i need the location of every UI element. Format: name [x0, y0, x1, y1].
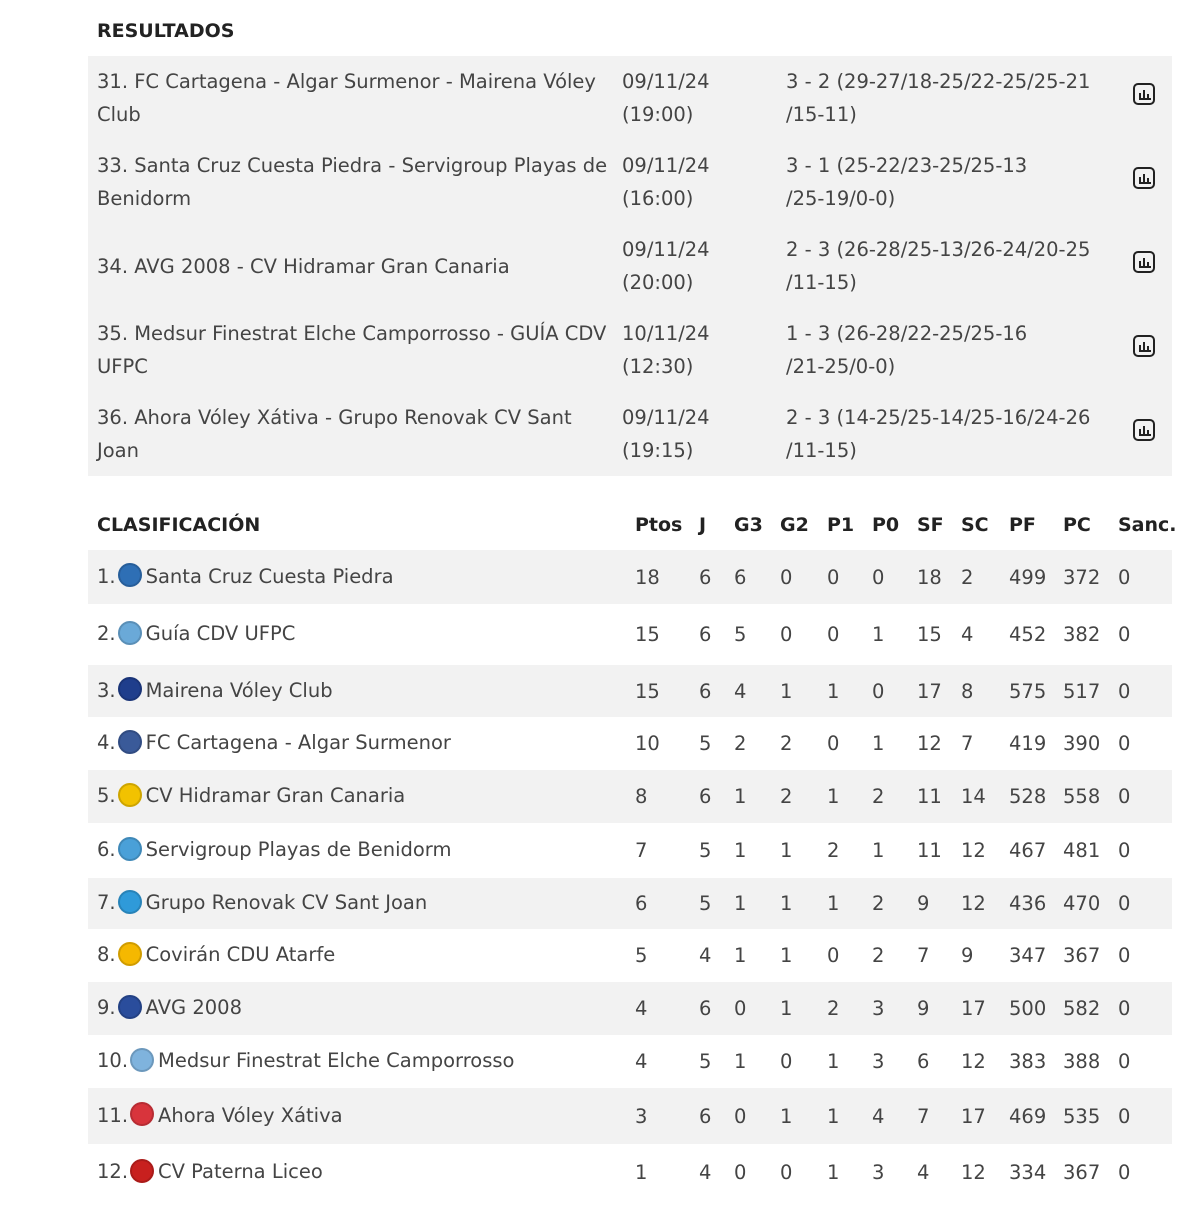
stat-cell: 382: [1063, 623, 1101, 646]
stat-cell: 2: [872, 785, 885, 808]
stat-cell: 470: [1063, 892, 1101, 915]
team-logo-icon: [130, 1159, 154, 1183]
team-cell: [88, 717, 635, 770]
stat-cell: 8: [961, 679, 974, 703]
result-row: [88, 140, 1172, 224]
match-time: (20:00): [622, 271, 694, 294]
stat-cell: 18: [635, 565, 660, 589]
stat-cell: 1: [780, 892, 793, 915]
stat-cell: 2: [872, 892, 885, 915]
stat-cell: 1: [827, 892, 840, 915]
stat-cell: 1: [734, 944, 747, 967]
match-score: [777, 140, 1120, 224]
stat-cell: 0: [780, 565, 793, 589]
stat-cell: 0: [1118, 892, 1131, 915]
stat-cell: 17: [961, 1104, 986, 1128]
stat-cell: 7: [917, 944, 930, 967]
stat-cell: 4: [635, 1050, 648, 1073]
column-header: J: [699, 514, 707, 536]
stat-cell: 4: [699, 1161, 712, 1184]
standings-row: [88, 717, 1172, 770]
stat-cell: 12: [961, 1050, 986, 1073]
standings-header-row: [88, 500, 1172, 550]
stat-cell: 388: [1063, 1050, 1101, 1073]
column-header: SC: [961, 514, 989, 536]
stat-cell: 367: [1063, 1161, 1101, 1184]
team-logo-icon: [118, 995, 142, 1019]
bar-chart-icon[interactable]: [1133, 335, 1155, 357]
match-date: 09/11/24: [622, 406, 710, 429]
stat-cell: 12: [961, 892, 986, 915]
stat-cell: 0: [1118, 679, 1131, 703]
team-logo-icon: [130, 1102, 154, 1126]
match-name: 33. Santa Cruz Cuesta Piedra - Servigroup Playas de Benidorm: [97, 154, 608, 210]
team-name[interactable]: Grupo Renovak CV Sant Joan: [145, 891, 428, 915]
column-header: SF: [917, 514, 944, 536]
stat-cell: 390: [1063, 732, 1101, 755]
stat-cell: 436: [1009, 892, 1047, 915]
stat-cell: 0: [827, 565, 840, 589]
standings-row: [88, 665, 1172, 717]
match-name: 35. Medsur Finestrat Elche Camporrosso - GUÍA CDV UFPC: [97, 322, 607, 378]
stat-cell: 5: [734, 623, 747, 646]
stat-cell: 1: [734, 839, 747, 862]
team-name[interactable]: Covirán CDU Atarfe: [145, 943, 336, 967]
team-cell: [88, 1035, 635, 1088]
match-date: 09/11/24: [622, 70, 710, 93]
standings-row: [88, 1144, 1172, 1201]
match-time: (19:00): [622, 103, 694, 126]
team-logo-icon: [118, 837, 142, 861]
stat-cell: 372: [1063, 565, 1101, 589]
stat-cell: 12: [961, 839, 986, 862]
team-cell: [88, 823, 635, 878]
stat-cell: 1: [872, 732, 885, 755]
match-date: 09/11/24: [622, 154, 710, 177]
stat-cell: 367: [1063, 944, 1101, 967]
stat-cell: 18: [917, 565, 942, 589]
team-logo-icon: [118, 730, 142, 754]
stats-cell: [1120, 392, 1172, 476]
position: 5.: [97, 784, 116, 808]
stat-cell: 0: [780, 1050, 793, 1073]
stats-cell: [1120, 308, 1172, 392]
team-logo-icon: [118, 783, 142, 807]
stat-cell: 1: [780, 1104, 793, 1128]
stat-cell: 0: [734, 1104, 747, 1128]
result-row: [88, 56, 1172, 140]
stats-cell: [1120, 56, 1172, 140]
position: 10.: [97, 1049, 129, 1073]
position: 4.: [97, 731, 116, 755]
stat-cell: 7: [917, 1104, 930, 1128]
stat-cell: 2: [780, 785, 793, 808]
stat-cell: 2: [961, 565, 974, 589]
standings-row: [88, 823, 1172, 878]
stat-cell: 2: [780, 732, 793, 755]
stat-cell: 2: [734, 732, 747, 755]
team-cell: [88, 982, 635, 1035]
results-title: RESULTADOS: [97, 20, 235, 42]
stat-cell: 1: [827, 785, 840, 808]
team-logo-icon: [118, 942, 142, 966]
match-date: 09/11/24: [622, 238, 710, 261]
stat-cell: 9: [917, 892, 930, 915]
match-time: (16:00): [622, 187, 694, 210]
match-score-line1: 3 - 2 (29-27/18-25/22-25/25-21: [786, 70, 1091, 93]
stat-cell: 6: [699, 565, 712, 589]
team-name[interactable]: AVG 2008: [145, 996, 242, 1020]
position: 9.: [97, 996, 116, 1020]
standings-title: CLASIFICACIÓN: [97, 514, 261, 536]
team-name[interactable]: Medsur Finestrat Elche Camporrosso: [158, 1049, 515, 1073]
result-row: [88, 224, 1172, 308]
stat-cell: 3: [635, 1104, 648, 1128]
team-logo-icon: [118, 621, 142, 645]
stat-cell: 4: [699, 944, 712, 967]
stat-cell: 0: [1118, 1161, 1131, 1184]
position: 2.: [97, 622, 116, 646]
match-score-line2: /11-15): [786, 271, 857, 294]
stat-cell: 9: [917, 997, 930, 1020]
team-cell: [88, 665, 635, 717]
stat-cell: 1: [872, 623, 885, 646]
stat-cell: 0: [1118, 732, 1131, 755]
position: 3.: [97, 678, 116, 702]
match-score-line2: /11-15): [786, 439, 857, 462]
match-datetime: [613, 140, 777, 224]
team-cell: [88, 770, 635, 823]
match-score-line2: /15-11): [786, 103, 857, 126]
stat-cell: 1: [780, 839, 793, 862]
team-logo-icon: [118, 890, 142, 914]
stat-cell: 1: [780, 944, 793, 967]
bar-chart-icon[interactable]: [1133, 83, 1155, 105]
stat-cell: 4: [872, 1104, 885, 1128]
stat-cell: 5: [699, 732, 712, 755]
stat-cell: 15: [917, 623, 942, 646]
match-score-line1: 1 - 3 (26-28/22-25/25-16: [786, 322, 1028, 345]
stat-cell: 0: [827, 944, 840, 967]
stat-cell: 500: [1009, 997, 1047, 1020]
team-name[interactable]: Guía CDV UFPC: [145, 622, 296, 646]
stat-cell: 0: [1118, 785, 1131, 808]
stat-cell: 2: [827, 839, 840, 862]
stat-cell: 17: [961, 997, 986, 1020]
standings-row: [88, 1035, 1172, 1088]
stat-cell: 1: [827, 679, 840, 703]
stat-cell: 1: [827, 1161, 840, 1184]
match-time: (19:15): [622, 439, 694, 462]
standings-row: [88, 982, 1172, 1035]
stat-cell: 6: [699, 623, 712, 646]
team-name[interactable]: Santa Cruz Cuesta Piedra: [145, 564, 394, 588]
stat-cell: 0: [1118, 565, 1131, 589]
team-logo-icon: [118, 563, 142, 587]
stat-cell: 3: [872, 1161, 885, 1184]
match-datetime: [613, 56, 777, 140]
stat-cell: 12: [917, 732, 942, 755]
stat-cell: 12: [961, 1161, 986, 1184]
results-table: [88, 56, 1172, 476]
standings-row: [88, 770, 1172, 823]
match-datetime: [613, 224, 777, 308]
stat-cell: 0: [780, 623, 793, 646]
match-score-line1: 3 - 1 (25-22/23-25/25-13: [786, 154, 1028, 177]
team-logo-icon: [130, 1048, 154, 1072]
stat-cell: 6: [635, 892, 648, 915]
stat-cell: 2: [872, 944, 885, 967]
position: 8.: [97, 943, 116, 967]
match-score-line1: 2 - 3 (26-28/25-13/26-24/20-25: [786, 238, 1091, 261]
stat-cell: 1: [780, 679, 793, 703]
stat-cell: 419: [1009, 732, 1047, 755]
bar-chart-icon[interactable]: [1133, 251, 1155, 273]
team-cell: [88, 550, 635, 604]
stat-cell: 11: [917, 785, 942, 808]
stat-cell: 0: [1118, 944, 1131, 967]
stats-cell: [1120, 140, 1172, 224]
position: 11.: [97, 1103, 129, 1127]
result-row: [88, 308, 1172, 392]
stat-cell: 1: [827, 1050, 840, 1073]
team-name[interactable]: Mairena Vóley Club: [145, 678, 333, 702]
stat-cell: 528: [1009, 785, 1047, 808]
stat-cell: 0: [1118, 1104, 1131, 1128]
standings-table: [88, 500, 1177, 1201]
stat-cell: 499: [1009, 565, 1047, 589]
stat-cell: 5: [699, 839, 712, 862]
position: 1.: [97, 564, 116, 588]
stat-cell: 558: [1063, 785, 1101, 808]
column-header: P0: [872, 514, 900, 536]
stat-cell: 0: [1118, 1050, 1131, 1073]
stat-cell: 347: [1009, 944, 1047, 967]
match-datetime: [613, 392, 777, 476]
stat-cell: 4: [734, 679, 747, 703]
stat-cell: 0: [827, 732, 840, 755]
stat-cell: 582: [1063, 997, 1101, 1020]
column-header: P1: [827, 514, 855, 536]
stat-cell: 452: [1009, 623, 1047, 646]
match-score-line1: 2 - 3 (14-25/25-14/25-16/24-26: [786, 406, 1091, 429]
column-header: Ptos: [635, 514, 683, 536]
bar-chart-icon[interactable]: [1133, 167, 1155, 189]
stat-cell: 3: [872, 1050, 885, 1073]
stat-cell: 0: [1118, 623, 1131, 646]
stat-cell: 7: [635, 839, 648, 862]
bar-chart-icon[interactable]: [1133, 419, 1155, 441]
stat-cell: 15: [635, 623, 660, 646]
result-row: [88, 392, 1172, 476]
match-score: [777, 224, 1120, 308]
team-name[interactable]: Servigroup Playas de Benidorm: [145, 838, 452, 862]
stat-cell: 575: [1009, 679, 1047, 703]
stat-cell: 0: [780, 1161, 793, 1184]
column-header: PC: [1063, 514, 1091, 536]
match-name: 34. AVG 2008 - CV Hidramar Gran Canaria: [97, 254, 510, 278]
stat-cell: 383: [1009, 1050, 1047, 1073]
stat-cell: 5: [699, 892, 712, 915]
stat-cell: 4: [917, 1161, 930, 1184]
team-cell: [88, 604, 635, 665]
column-header: G2: [780, 514, 809, 536]
match-datetime: [613, 308, 777, 392]
stat-cell: 6: [917, 1050, 930, 1073]
stat-cell: 481: [1063, 839, 1101, 862]
stat-cell: 6: [699, 679, 712, 703]
stat-cell: 1: [872, 839, 885, 862]
stat-cell: 3: [872, 997, 885, 1020]
stat-cell: 8: [635, 785, 648, 808]
stat-cell: 1: [734, 1050, 747, 1073]
standings-row: [88, 550, 1172, 604]
stat-cell: 469: [1009, 1104, 1047, 1128]
stat-cell: 6: [699, 785, 712, 808]
column-header: Sanc.: [1118, 514, 1177, 536]
stat-cell: 10: [635, 732, 660, 755]
match-score-line2: /21-25/0-0): [786, 355, 896, 378]
stat-cell: 0: [734, 997, 747, 1020]
team-name[interactable]: Ahora Vóley Xátiva: [158, 1103, 343, 1127]
stat-cell: 1: [827, 1104, 840, 1128]
team-cell: [88, 878, 635, 929]
stat-cell: 535: [1063, 1104, 1101, 1128]
stats-cell: [1120, 224, 1172, 308]
match-score-line2: /25-19/0-0): [786, 187, 896, 210]
stat-cell: 11: [917, 839, 942, 862]
match-date: 10/11/24: [622, 322, 710, 345]
team-cell: [88, 929, 635, 982]
team-cell: [88, 1088, 635, 1144]
standings-row: [88, 1088, 1172, 1144]
standings-row: [88, 929, 1172, 982]
match-score: [777, 308, 1120, 392]
stat-cell: 0: [734, 1161, 747, 1184]
stat-cell: 1: [780, 997, 793, 1020]
team-name[interactable]: CV Hidramar Gran Canaria: [145, 784, 406, 808]
position: 7.: [97, 891, 116, 915]
match-time: (12:30): [622, 355, 694, 378]
match-score: [777, 392, 1120, 476]
stat-cell: 0: [1118, 997, 1131, 1020]
stat-cell: 0: [1118, 839, 1131, 862]
match-name: 31. FC Cartagena - Algar Surmenor - Mairena Vóley Club: [97, 70, 596, 126]
stat-cell: 0: [872, 565, 885, 589]
stat-cell: 5: [635, 944, 648, 967]
stat-cell: 6: [734, 565, 747, 589]
stat-cell: 2: [827, 997, 840, 1020]
standings-row: [88, 604, 1172, 665]
team-name[interactable]: FC Cartagena - Algar Surmenor: [145, 731, 451, 755]
position: 12.: [97, 1160, 129, 1184]
stat-cell: 9: [961, 944, 974, 967]
stat-cell: 7: [961, 732, 974, 755]
team-name[interactable]: CV Paterna Liceo: [158, 1160, 323, 1184]
column-header: G3: [734, 514, 763, 536]
team-cell: [88, 1144, 635, 1201]
stat-cell: 0: [872, 679, 885, 703]
stat-cell: 334: [1009, 1161, 1047, 1184]
stat-cell: 6: [699, 1104, 712, 1128]
stat-cell: 15: [635, 679, 660, 703]
stat-cell: 6: [699, 997, 712, 1020]
match-score: [777, 56, 1120, 140]
match-name: 36. Ahora Vóley Xátiva - Grupo Renovak CV Sant Joan: [97, 406, 572, 462]
stat-cell: 17: [917, 679, 942, 703]
team-logo-icon: [118, 677, 142, 701]
stat-cell: 467: [1009, 839, 1047, 862]
stat-cell: 5: [699, 1050, 712, 1073]
standings-row: [88, 878, 1172, 929]
stat-cell: 1: [734, 892, 747, 915]
stat-cell: 4: [635, 997, 648, 1020]
column-header: PF: [1009, 514, 1036, 536]
stat-cell: 1: [734, 785, 747, 808]
stat-cell: 14: [961, 785, 986, 808]
stat-cell: 4: [961, 623, 974, 646]
stat-cell: 0: [827, 623, 840, 646]
stat-cell: 1: [635, 1161, 648, 1184]
position: 6.: [97, 838, 116, 862]
stat-cell: 517: [1063, 679, 1101, 703]
